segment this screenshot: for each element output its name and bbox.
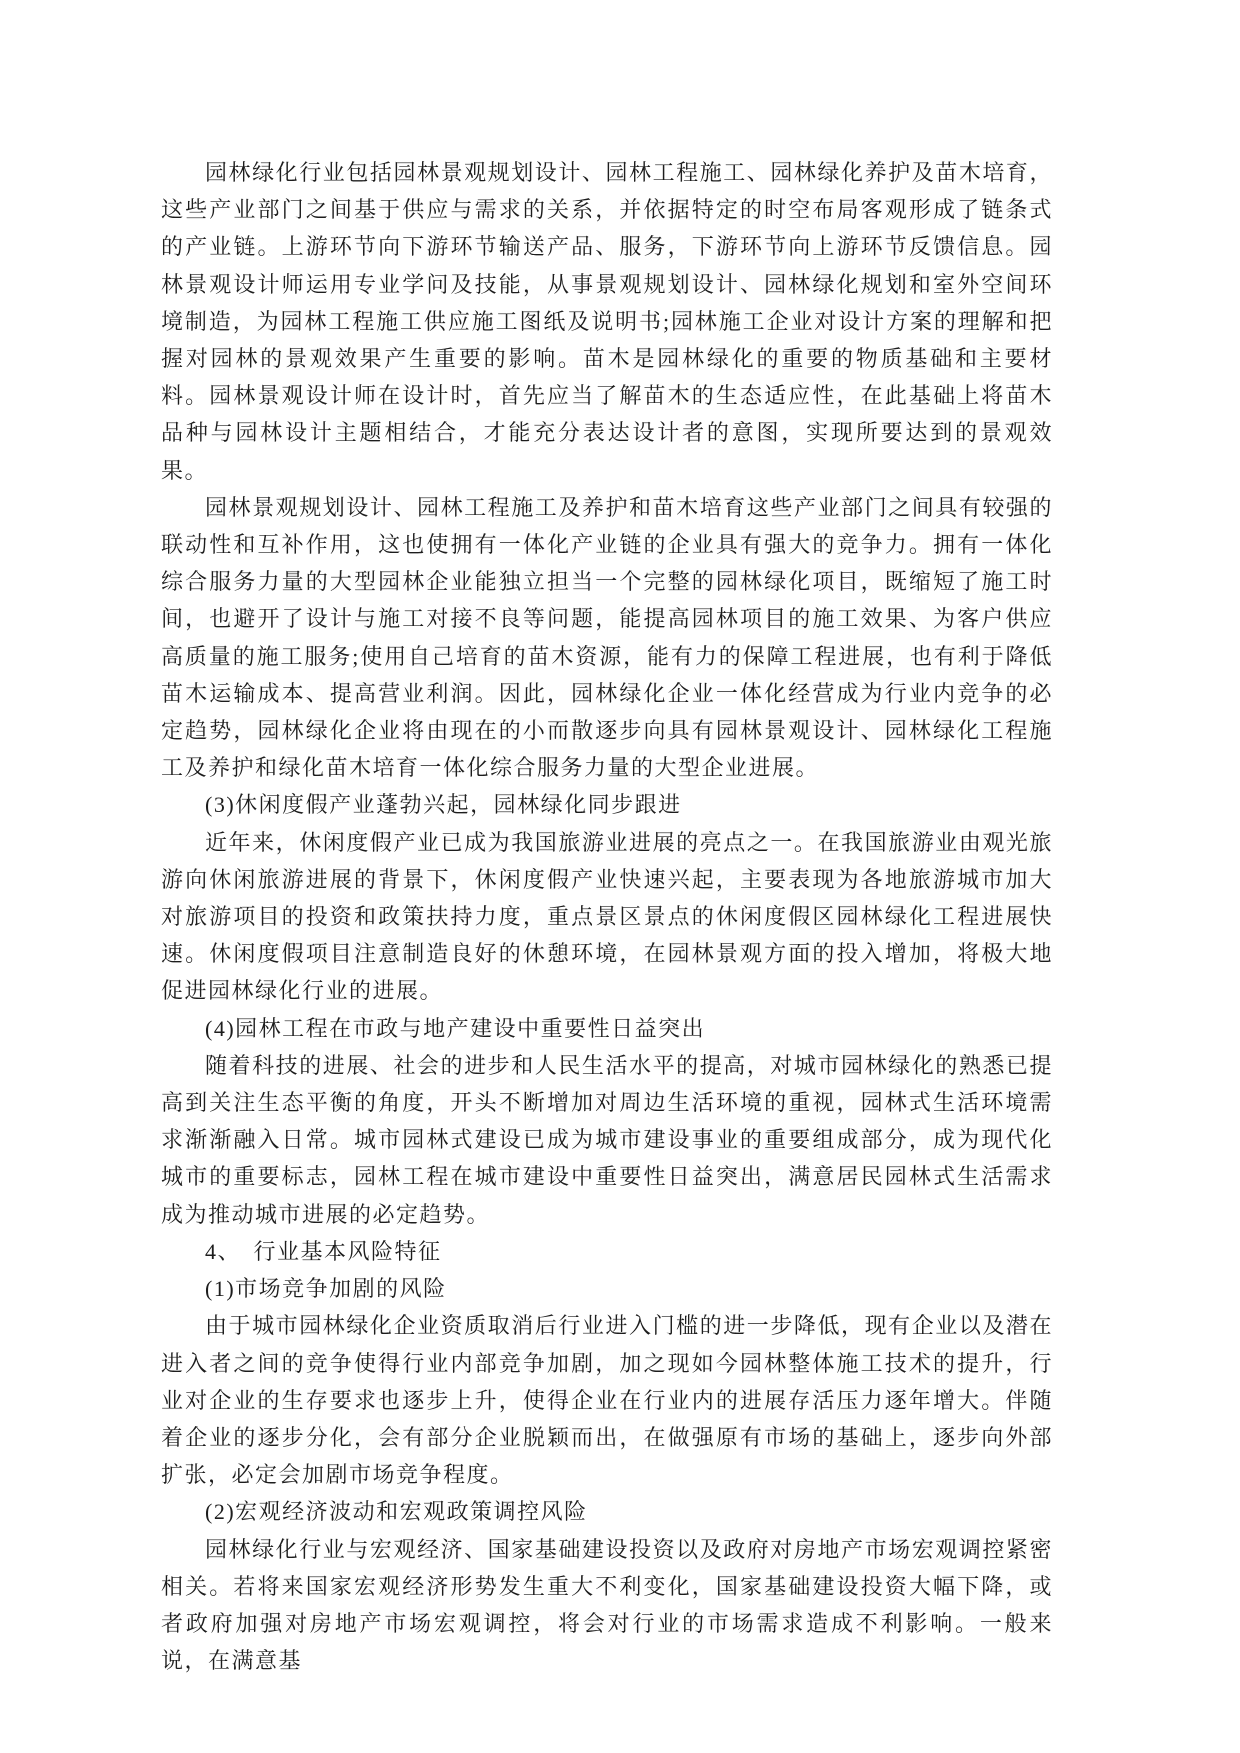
heading-4-municipal-importance: (4)园林工程在市政与地产建设中重要性日益突出 — [205, 1015, 706, 1041]
heading-3-leisure-tourism: (3)休闲度假产业蓬勃兴起，园林绿化同步跟进 — [205, 792, 682, 818]
para-risk-competition: 由于城市园林绿化企业资质取消后行业进入门槛的进一步降低，现有企业以及潜在进入者之间的竞争使得行业内部竞争加剧，加之现如今园林整体施工技术的提升，行业对企业的生存要求也逐步上升，使得企业在行业内的进展存活压力逐年增大。伴随着企业的逐步分化，会有部分企业脱颖而出，在做强原有市场的基础上，逐步向外部扩张，必定会加剧市场竞争程度。 — [161, 1313, 1053, 1488]
para-integration-trend: 园林景观规划设计、园林工程施工及养护和苗木培育这些产业部门之间具有较强的联动性和互补作用，这也使拥有一体化产业链的企业具有强大的竞争力。拥有一体化综合服务力量的大型园林企业能独立担当一个完整的园林绿化项目，既缩短了施工时间，也避开了设计与施工对接不良等问题，能提高园林项目的施工效果、为客户供应高质量的施工服务;使用自己培育的苗木资源，能有力的保障工程进展，也有利于降低苗木运输成本、提高营业利润。因此，园林绿化企业一体化经营成为行业内竞争的必定趋势，园林绿化企业将由现在的小而散逐步向具有园林景观设计、园林绿化工程施工及养护和绿化苗木培育一体化综合服务力量的大型企业进展。 — [161, 494, 1053, 781]
para-industry-chain: 园林绿化行业包括园林景观规划设计、园林工程施工、园林绿化养护及苗木培育，这些产业部门之间基于供应与需求的关系，并依据特定的时空布局客观形成了链条式的产业链。上游环节向下游环节输送产品、服务，下游环节向上游环节反馈信息。园林景观设计师运用专业学问及技能，从事景观规划设计、园林绿化规划和室外空间环境制造，为园林工程施工供应施工图纸及说明书;园林施工企业对设计方案的理解和把握对园林的景观效果产生重要的影响。苗木是园林绿化的重要的物质基础和主要材料。园林景观设计师在设计时，首先应当了解苗木的生态适应性，在此基础上将苗木品种与园林设计主题相结合，才能充分表达设计者的意图，实现所要达到的景观效果。 — [161, 160, 1053, 483]
document-content — [161, 154, 1053, 1679]
para-municipal-importance: 随着科技的进展、社会的进步和人民生活水平的提高，对城市园林绿化的熟悉已提高到关注生态平衡的角度，开头不断增加对周边生活环境的重视，园林式生活环境需求渐渐融入日常。城市园林式建设已成为城市建设事业的重要组成部分，成为现代化城市的重要标志，园林工程在城市建设中重要性日益突出，满意居民园林式生活需求成为推动城市进展的必定趋势。 — [161, 1052, 1053, 1227]
heading-risk-1-competition: (1)市场竞争加剧的风险 — [205, 1276, 447, 1302]
para-leisure-tourism: 近年来，休闲度假产业已成为我国旅游业进展的亮点之一。在我国旅游业由观光旅游向休闲旅游进展的背景下，休闲度假产业快速兴起，主要表现为各地旅游城市加大对旅游项目的投资和政策扶持力度，重点景区景点的休闲度假区园林绿化工程进展快速。休闲度假项目注意制造良好的休憩环境，在园林景观方面的投入增加，将极大地促进园林绿化行业的进展。 — [161, 829, 1053, 1004]
para-risk-macro: 园林绿化行业与宏观经济、国家基础建设投资以及政府对房地产市场宏观调控紧密相关。若将来国家宏观经济形势发生重大不利变化，国家基础建设投资大幅下降，或者政府加强对房地产市场宏观调控，将会对行业的市场需求造成不利影响。一般来说，在满意基 — [161, 1536, 1053, 1674]
heading-risk-features: 4、 行业基本风险特征 — [205, 1238, 442, 1264]
heading-risk-2-macro: (2)宏观经济波动和宏观政策调控风险 — [205, 1499, 588, 1525]
